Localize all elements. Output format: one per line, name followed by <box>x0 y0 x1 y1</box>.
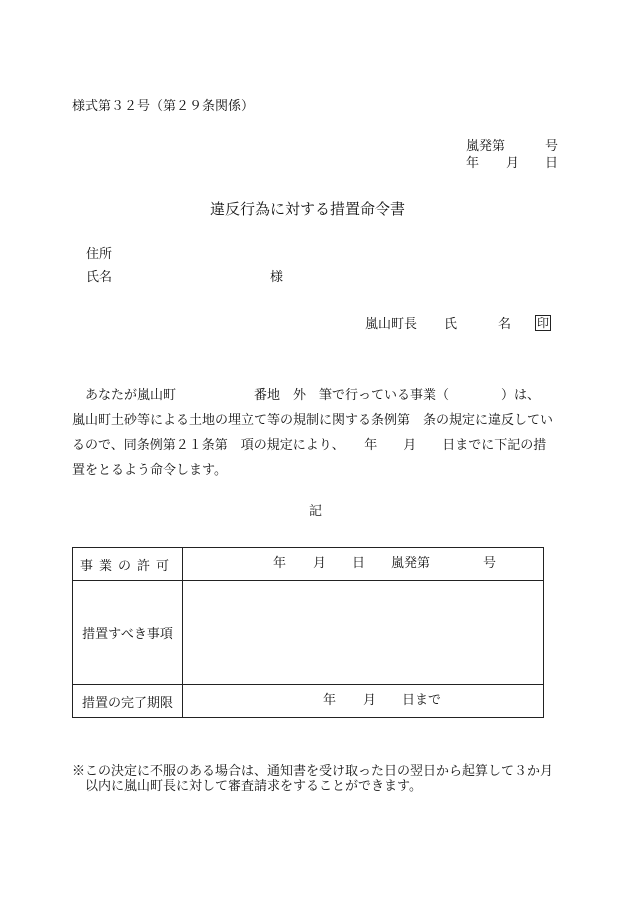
details-table <box>72 547 544 718</box>
measures-label: 措置すべき事項 <box>73 581 183 685</box>
permit-month: 月 <box>313 556 327 571</box>
appeal-note-line2: 以内に嵐山町長に対して審査請求をすることができます。 <box>85 779 422 794</box>
address-label: 住所 <box>86 247 113 262</box>
deadline-until: 日まで <box>402 693 442 708</box>
issue-date-year: 年 <box>466 156 480 171</box>
permit-year: 年 <box>273 556 287 571</box>
body-line: 置をとるよう命令します。 <box>72 463 227 478</box>
issuer-title: 嵐山町長 <box>365 317 418 332</box>
issuer-name-mei: 名 <box>498 317 512 332</box>
measures-value <box>183 581 544 685</box>
ref-number-suffix: 号 <box>545 139 559 154</box>
seal-text: 印 <box>537 316 550 330</box>
permit-ref-suffix: 号 <box>483 556 497 571</box>
table-row <box>73 685 544 718</box>
permit-label: 事業の許可 <box>73 548 183 581</box>
body-line: あなたが嵐山町 番地 外 筆で行っている事業（ ）は、 <box>72 388 541 403</box>
honorific: 様 <box>270 270 284 285</box>
permit-ref-prefix: 嵐発第 <box>391 556 431 571</box>
issue-date-month: 月 <box>506 156 520 171</box>
permit-day: 日 <box>352 556 366 571</box>
body-line: 嵐山町土砂等による土地の埋立て等の規制に関する条例第 条の規定に違反してい <box>72 413 554 428</box>
appeal-note-line1: ※この決定に不服のある場合は、通知書を受け取った日の翌日から起算して３か月 <box>72 764 554 779</box>
form-number: 様式第３２号（第２９条関係） <box>72 99 255 114</box>
ref-number-prefix: 嵐発第 <box>466 139 506 154</box>
deadline-month: 月 <box>363 693 377 708</box>
table-row <box>73 548 544 581</box>
body-line: るので、同条例第２１条第 項の規定により、 年 月 日までに下記の措 <box>72 438 547 453</box>
seal-stamp <box>535 315 551 331</box>
deadline-year: 年 <box>323 693 337 708</box>
permit-value <box>183 548 544 581</box>
table-row <box>73 581 544 685</box>
document-title: 違反行為に対する措置命令書 <box>210 200 406 218</box>
body-paragraph <box>72 383 558 483</box>
issuer-name-shi: 氏 <box>444 317 458 332</box>
name-label: 氏名 <box>86 270 113 285</box>
deadline-label: 措置の完了期限 <box>73 685 183 718</box>
ki-heading: 記 <box>309 504 323 519</box>
issue-date-day: 日 <box>545 156 559 171</box>
deadline-value <box>183 685 544 718</box>
